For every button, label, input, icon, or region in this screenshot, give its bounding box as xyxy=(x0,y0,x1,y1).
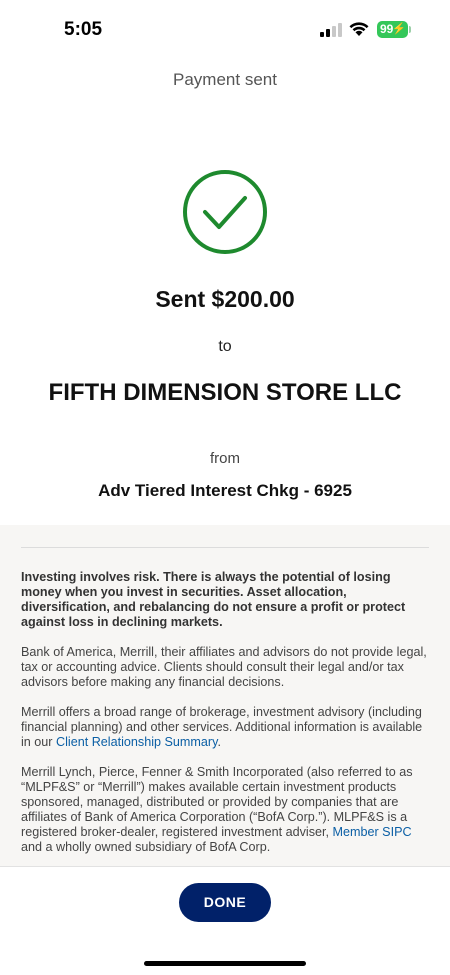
battery-level: 99 xyxy=(380,22,394,36)
services-text: Merrill offers a broad range of brokerage, investment advisory (including financial planning) and other services. Additional information is available in our xyxy=(21,705,423,749)
source-account: Adv Tiered Interest Chkg - 6925 xyxy=(98,481,352,500)
merrill-disclosure xyxy=(21,765,431,855)
battery-icon xyxy=(377,21,408,38)
checkmark-circle-icon xyxy=(182,169,268,255)
advice-disclosure: Bank of America, Merrill, their affiliates and advisors do not provide legal, tax or accounting advice. Clients should consult their legal and/or tax advisors before making any financial decisions. xyxy=(21,645,427,689)
signal-icon xyxy=(320,23,342,37)
page-title: Payment sent xyxy=(173,70,277,89)
recipient-name: FIFTH DIMENSION STORE LLC xyxy=(48,379,402,406)
merrill-text: Merrill Lynch, Pierce, Fenner & Smith Incorporated (also referred to as “MLPF&S” or “Merrill”) makes available certain investment products sponsored, managed, distributed or provided by companies that are affiliates of Bank of America Corporation (“BofA Corp.”). MLPF&S is a registered broker-dealer, registered investment adviser, xyxy=(21,765,413,839)
home-indicator[interactable] xyxy=(144,961,306,966)
status-bar xyxy=(0,0,450,58)
member-sipc-link[interactable]: Member SIPC xyxy=(332,825,412,839)
services-disclosure xyxy=(21,705,431,750)
divider xyxy=(21,547,429,548)
services-text-end: . xyxy=(217,735,221,749)
client-relationship-summary-link[interactable]: Client Relationship Summary xyxy=(56,735,218,749)
status-time: 5:05 xyxy=(64,19,103,40)
risk-disclosure: Investing involves risk. There is always the potential of losing money when you invest in securities. Asset allocation, diversification, and rebalancing do not ensure a profit or protect against loss in declining markets. xyxy=(21,570,406,629)
charging-bolt-icon: ⚡ xyxy=(392,23,406,35)
footer-divider xyxy=(0,866,450,867)
battery-tip xyxy=(409,26,411,33)
to-label: to xyxy=(218,338,232,355)
wifi-icon xyxy=(348,21,370,37)
done-button[interactable]: DONE xyxy=(179,883,271,922)
from-label: from xyxy=(210,450,240,467)
merrill-text-end: and a wholly owned subsidiary of BofA Corp. xyxy=(21,840,271,854)
sent-amount: Sent $200.00 xyxy=(155,286,295,312)
